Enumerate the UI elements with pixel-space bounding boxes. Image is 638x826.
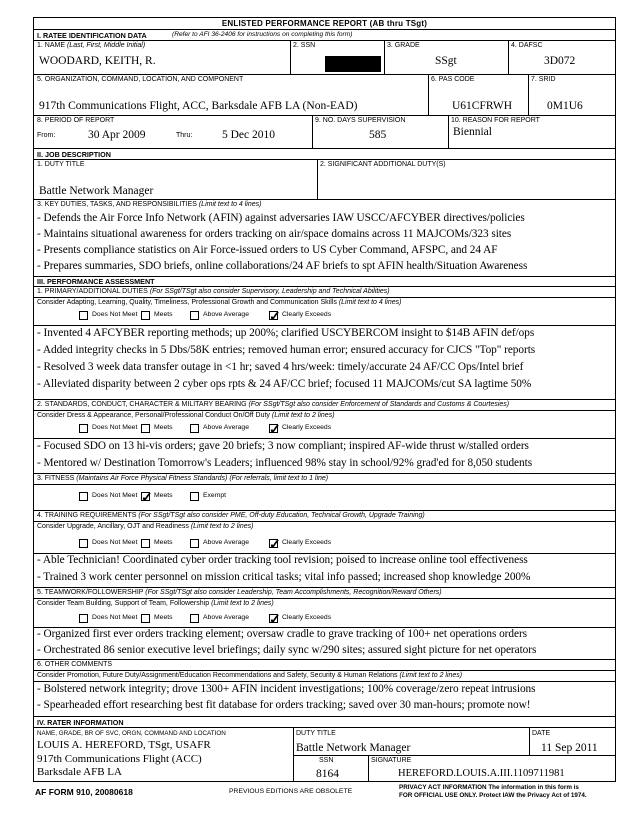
form-footer [33,784,616,800]
label-does-not-meet: Does Not Meet [92,614,138,621]
performance-report-form [33,17,616,782]
key-duty-line[interactable]: - Presents compliance statistics on Air Force-issued orders to US Cyber Command, AFSPC, and 24 AF [37,244,498,256]
srid[interactable]: 0M1U6 [547,100,583,112]
obsolete-notice: PREVIOUS EDITIONS ARE OBSOLETE [229,788,353,795]
rater-name-line[interactable]: LOUIS A. HEREFORD, TSgt, USAFR [37,739,211,751]
organization-row [34,75,615,116]
primary-duties-bullet[interactable]: - Alleviated disparity between 2 cyber ops rpts & 24 AF/CC brief; focused 11 MAJCOMs/cut SA lagtime 50% [37,378,532,390]
srid-label: 7. SRID [531,76,556,83]
teamwork-consider: Consider Team Building, Support of Team, Followership (Limit text to 2 lines) [37,600,274,607]
form-id: AF FORM 910, 20080618 [35,787,133,797]
training-bullet[interactable]: - Able Technician! Coordinated cyber order tracking tool revision; poised to increase online tool effectiveness [37,554,528,566]
rater-signature-label: SIGNATURE [371,757,412,764]
duty-title-row [34,160,615,200]
label-meets: Meets [154,311,173,318]
checkbox-meets[interactable] [141,311,150,320]
other-comments-block [34,660,615,717]
checkbox-clearly-exceeds[interactable] [269,308,281,324]
primary-duties-block [34,287,615,400]
primary-duties-consider: Consider Adapting, Learning, Quality, Timeliness, Professional Growth and Communication Skills (Limit text to 4 lines) [37,299,402,306]
label-does-not-meet: Does Not Meet [92,492,138,499]
checkbox-meets[interactable] [141,489,153,505]
pas-code-label: 6. PAS CODE [431,76,475,83]
label-above-average: Above Average [203,539,249,546]
duty-title[interactable]: Battle Network Manager [39,185,154,197]
key-duty-line[interactable]: - Prepares summaries, SDO briefs, online collaborations/24 AF briefs to spt AFIN health/Situation Awareness [37,260,528,272]
thru-label: Thru: [176,132,193,139]
checkbox-clearly-exceeds[interactable] [269,421,281,437]
primary-duties-bullet[interactable]: - Invented 4 AFCYBER reporting methods; up 200%; clarified USCYBERCOM insight to $14B AFIN def/ops [37,327,535,339]
report-reason[interactable]: Biennial [453,126,492,138]
standards-block [34,400,615,474]
dafsc-label: 4. DAFSC [511,42,543,49]
fitness-label: 3. FITNESS (Maintains Air Force Physical Fitness Standards) (For referrals, limit text to 1 line) [37,475,329,482]
teamwork-bullet[interactable]: - Orchestrated 86 senior executive level briefings; daily sync w/290 sites; assured sight picture for net operators [37,644,537,656]
rater-signature[interactable]: HEREFORD.LOUIS.A.III.1109711981 [398,768,565,779]
rater-duty-title-label: DUTY TITLE [296,730,336,737]
label-clearly-exceeds: Clearly Exceeds [282,614,332,621]
name-label: 1. NAME (Last, First, Middle Initial) [37,42,146,49]
period-thru[interactable]: 5 Dec 2010 [222,129,276,141]
reason-label: 10. REASON FOR REPORT [451,117,540,124]
label-above-average: Above Average [203,311,249,318]
key-duty-line[interactable]: - Defends the Air Force Info Network (AFIN) against adversaries IAW USCC/AFCYBER directives/policies [37,212,525,224]
check-mark-icon: ✓ [269,536,281,552]
checkbox-above-average[interactable] [190,424,199,433]
form-title: ENLISTED PERFORMANCE REPORT (AB thru TSgt) [221,19,428,28]
checkbox-meets[interactable] [141,539,150,548]
period-from[interactable]: 30 Apr 2009 [88,129,146,141]
other-comments-bullet[interactable]: - Bolstered network integrity; drove 1300+ AFIN incident investigations; 100% coverage/zero repeat intrusions [37,683,536,695]
checkbox-meets[interactable] [141,614,150,623]
training-bullet[interactable]: - Trained 3 work center personnel on mission critical tasks; vital info passed; increased shop knowledge 200% [37,571,531,583]
checkbox-exempt[interactable] [190,492,199,501]
days-supervision[interactable]: 585 [369,129,387,141]
rater-location-line[interactable]: Barksdale AFB LA [37,766,122,778]
label-exempt: Exempt [203,492,227,499]
rating-row-training [34,536,615,552]
section-4-title: IV. RATER INFORMATION [37,718,124,727]
other-comments-label: 6. OTHER COMMENTS [37,661,113,668]
label-clearly-exceeds: Clearly Exceeds [282,311,332,318]
ratee-dafsc[interactable]: 3D072 [544,55,576,67]
rater-org-line[interactable]: 917th Communications Flight (ACC) [37,753,202,765]
label-above-average: Above Average [203,614,249,621]
label-does-not-meet: Does Not Meet [92,539,138,546]
check-mark-icon: ✓ [141,489,153,505]
standards-label: 2. STANDARDS, CONDUCT, CHARACTER & MILITARY BEARING (For SSgt/TSgt also consider Enforcement of Standards and Customs & Courtesies) [37,401,510,408]
section-3-header [34,277,615,287]
section-1-header [34,30,615,41]
check-mark-icon: ✓ [269,421,281,437]
checkbox-does-not-meet[interactable] [79,614,88,623]
ratee-organization[interactable]: 917th Communications Flight, ACC, Barksdale AFB LA (Non-EAD) [39,100,358,112]
rating-row-primary [34,308,615,324]
label-does-not-meet: Does Not Meet [92,424,138,431]
period-row [34,116,615,149]
label-above-average: Above Average [203,424,249,431]
rating-row-fitness [34,489,615,505]
ratee-grade[interactable]: SSgt [435,55,457,67]
teamwork-bullet[interactable]: - Organized first ever orders tracking element; oversaw cradle to grave tracking of 100+ net operations orders [37,628,528,640]
rater-duty-title[interactable]: Battle Network Manager [296,742,411,754]
check-mark-icon: ✓ [269,308,281,324]
org-label: 5. ORGANIZATION, COMMAND, LOCATION, AND COMPONENT [37,76,244,83]
period-label: 8. PERIOD OF REPORT [37,117,115,124]
label-meets: Meets [154,492,173,499]
fitness-block [34,474,615,511]
ratee-id-row [34,41,615,75]
form-title-row [34,18,615,30]
section-3-title: III. PERFORMANCE ASSESSMENT [37,277,155,286]
training-block [34,511,615,588]
label-clearly-exceeds: Clearly Exceeds [282,424,332,431]
rater-info-block [34,728,615,782]
checkbox-clearly-exceeds[interactable] [269,536,281,552]
key-duties-block [34,200,615,277]
days-supervision-label: 9. NO. DAYS SUPERVISION [315,117,406,124]
label-meets: Meets [154,424,173,431]
primary-duties-bullet[interactable]: - Added integrity checks in 5 Dbs/58K entries; removed human error; ensured accuracy for CJCS "Top" reports [37,344,536,356]
checkbox-above-average[interactable] [190,614,199,623]
rating-row-teamwork [34,611,615,627]
from-label: From: [37,132,56,139]
checkbox-does-not-meet[interactable] [79,311,88,320]
checkbox-does-not-meet[interactable] [79,539,88,548]
other-comments-bullet[interactable]: - Spearheaded effort researching best fit database for orders tracking; saved over 30 man-hours; promote now! [37,699,531,711]
standards-bullet[interactable]: - Focused SDO on 13 hi-vis orders; gave 20 briefs; 3 now compliant; inspired AF-wide thrust w/stalled orders [37,440,529,452]
section-1-note: (Refer to AFI 36-2406 for instructions on completing this form) [172,31,353,38]
checkbox-above-average[interactable] [190,539,199,548]
teamwork-label: 5. TEAMWORK/FOLLOWERSHIP (For SSgt/TSgt also consider Leadership, Team Accomplishments, Recognition/Reward Others) [37,589,442,596]
pas-code[interactable]: U61CFRWH [452,100,513,112]
section-4-header [34,717,615,728]
rater-ssn-label: SSN [319,757,334,764]
primary-duties-label: 1. PRIMARY/ADDITIONAL DUTIES (For SSgt/TSgt also consider Supervisory, Leadership and Technical Abilities) [37,288,390,295]
rating-row-standards [34,421,615,437]
checkbox-above-average[interactable] [190,311,199,320]
section-2-title: II. JOB DESCRIPTION [37,150,111,159]
training-consider: Consider Upgrade, Ancillary, OJT and Readiness (Limit text to 2 lines) [37,523,254,530]
ssn-redaction [325,56,381,72]
check-mark-icon: ✓ [269,611,281,627]
checkbox-meets[interactable] [141,424,150,433]
checkbox-clearly-exceeds[interactable] [269,611,281,627]
label-does-not-meet: Does Not Meet [92,311,138,318]
additional-duty-label: 2. SIGNIFICANT ADDITIONAL DUTY(S) [320,161,446,168]
key-duties-label: 3. KEY DUTIES, TASKS, AND RESPONSIBILITIES (Limit text to 4 lines) [37,201,262,208]
privacy-line-1: PRIVACY ACT INFORMATION The information in this form is [399,784,579,791]
duty-title-label: 1. DUTY TITLE [37,161,85,168]
other-comments-consider: Consider Promotion, Future Duty/Assignment/Education Recommendations and Safety, Security & Human Relations (Limit text to 2 lines) [37,672,463,679]
teamwork-block [34,588,615,660]
section-1-title: I. RATEE IDENTIFICATION DATA [37,31,147,40]
privacy-line-2: FOR OFFICIAL USE ONLY. Protect IAW the Privacy Act of 1974. [399,792,587,799]
training-label: 4. TRAINING REQUIREMENTS (For SSgt/TSgt also consider PME, Off-duty Education, Technical Growth, Upgrade Training) [37,512,425,519]
standards-bullet[interactable]: - Mentored w/ Destination Tomorrow's Leaders; influenced 98% stay in school/92% grad'ed for 8,050 students [37,457,533,469]
ssn-label: 2. SSN [293,42,316,49]
rater-date-label: DATE [532,730,551,737]
label-meets: Meets [154,614,173,621]
primary-duties-bullet[interactable]: - Resolved 3 week data transfer outage in <1 hr; saved 4 hrs/week: timely/accurate 24 AF/CC Ops/Intel brief [37,361,524,373]
ratee-name[interactable]: WOODARD, KEITH, R. [39,55,156,67]
key-duty-line[interactable]: - Maintains situational awareness for orders tracking on air/space domains across 11 MAJCOMs/323 sites [37,228,512,240]
label-meets: Meets [154,539,173,546]
rater-ssn[interactable]: 8164 [316,768,339,780]
rater-name-label: NAME, GRADE, BR OF SVC, ORGN, COMMAND AND LOCATION [37,730,226,737]
section-2-header [34,149,615,160]
rater-date[interactable]: 11 Sep 2011 [541,742,598,754]
grade-label: 3. GRADE [387,42,420,49]
standards-consider: Consider Dress & Appearance, Personal/Professional Conduct On/Off Duty (Limit text to 2 lines) [37,412,335,419]
checkbox-does-not-meet[interactable] [79,492,88,501]
label-clearly-exceeds: Clearly Exceeds [282,539,332,546]
checkbox-does-not-meet[interactable] [79,424,88,433]
